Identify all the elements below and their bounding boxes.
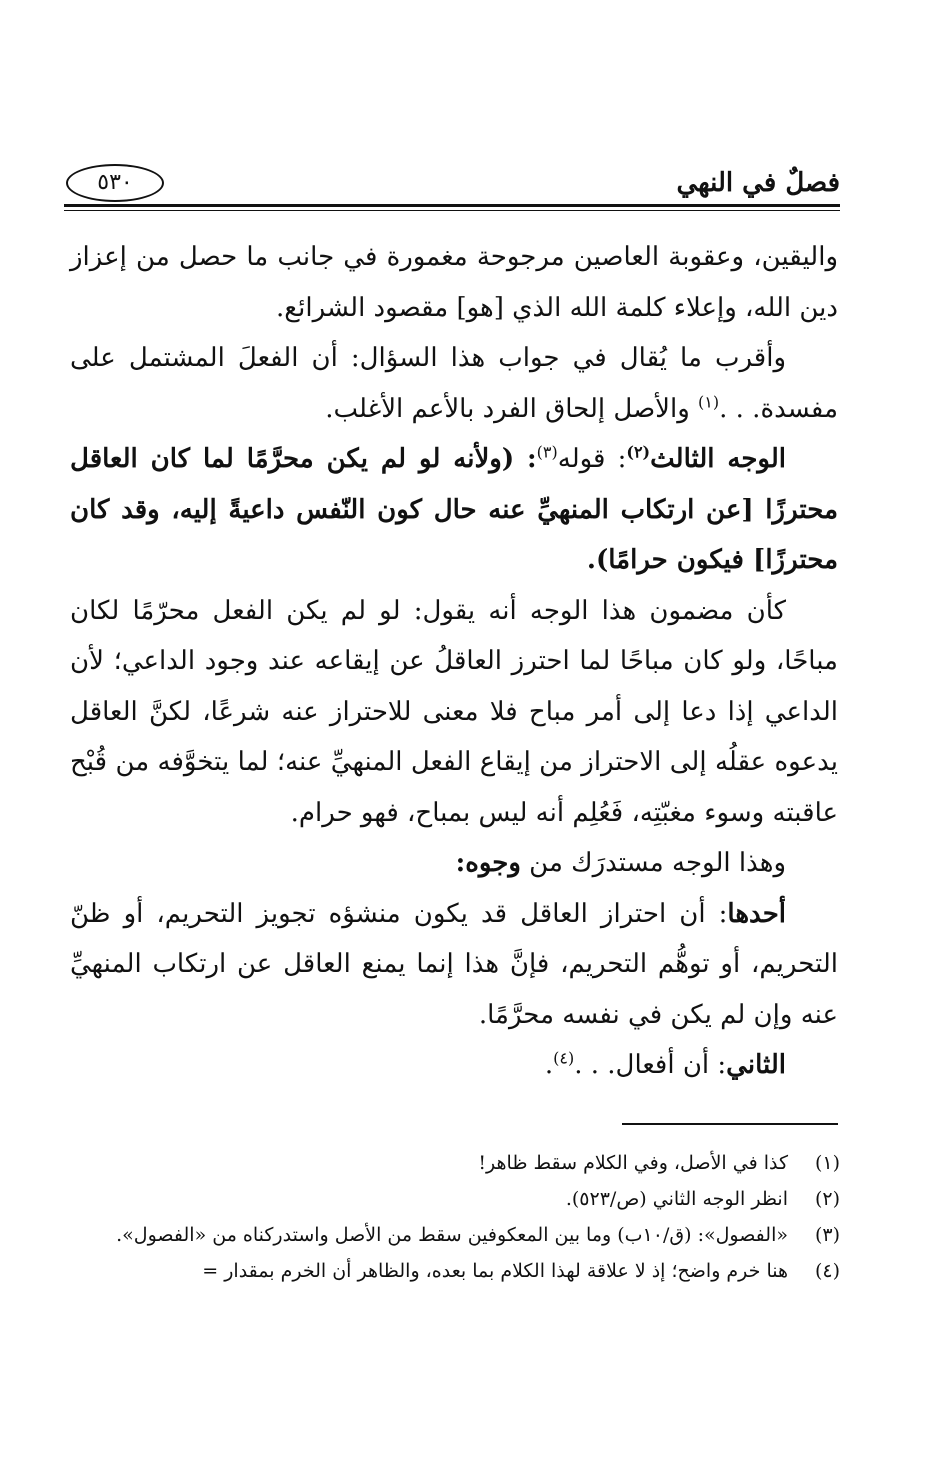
second-point-end: . [544, 1050, 554, 1080]
main-text [70, 232, 838, 1091]
footnote-ref-4: (٤) [553, 1048, 575, 1068]
second-point-text: : أن أفعال. . . [574, 1050, 727, 1080]
footnote-2 [64, 1181, 840, 1217]
paragraph-7 [70, 1040, 838, 1091]
running-header [64, 160, 840, 208]
footnote-number: (٤) [814, 1260, 840, 1282]
footnote-3 [64, 1217, 840, 1253]
footnote-1 [64, 1145, 840, 1181]
second-point-heading: الثاني [726, 1050, 786, 1080]
footnotes [64, 1145, 840, 1289]
quoted-text: : (ولأنه لو لم يكن محرَّمًا لما كان العاقل محترزًا [عن ارتكاب المنهيِّ عنه حال كون النّفس داعيةً إليه، وقد كان محترزًا] فيكون حرامًا). [70, 444, 838, 575]
footnote-ref-3: (٣) [536, 442, 558, 462]
footnote-text: «الفصول»: (ق/١٠ب) وما بين المعكوفين سقط من الأصل واستدركناه من «الفصول». [116, 1224, 788, 1246]
paragraph-2-text-end: والأصل إلحاق الفرد بالأعم الأغلب. [325, 393, 699, 424]
footnote-ref-2: (٢) [626, 442, 651, 462]
paragraph-6 [70, 889, 838, 1041]
first-point-heading: أحدها [727, 898, 786, 929]
section-heading-third-aspect: الوجه الثالث [650, 444, 786, 474]
paragraph-5 [70, 838, 838, 889]
footnote-text: انظر الوجه الثاني (ص/٥٢٣). [565, 1188, 788, 1210]
paragraph-2-text: وأقرب ما يُقال في جواب هذا السؤال: أن الفعلَ المشتمل على مفسدة. . . [70, 343, 838, 424]
footnote-4 [64, 1253, 840, 1289]
page-number: ٥٣٠ [66, 164, 164, 202]
header-rule-thin [64, 210, 840, 211]
paragraph-1: واليقين، وعقوبة العاصين مرجوحة مغمورة في جانب ما حصل من إعزاز دين الله، وإعلاء كلمة الله الذي [هو] مقصود الشرائع. [70, 242, 838, 323]
aspects-word: وجوه: [455, 848, 521, 878]
footnote-number: (١) [814, 1152, 840, 1174]
paragraph-5-text: وهذا الوجه مستدرَك من [520, 848, 786, 878]
paragraph-4: كأن مضمون هذا الوجه أنه يقول: لو لم يكن الفعل محرّمًا لكان مباحًا، ولو كان مباحًا لما احترز العاقلُ عن إيقاعه عند وجود الداعي؛ لأن الداعي إذا دعا إلى أمر مباح فلا معنى للاحتراز عنه شرعًا، لكنَّ العاقل يدعوه عقلُه إلى الاحتراز من إيقاع الفعل المنهيِّ عنه؛ لما يتخوَّفه من قُبْح عاقبته وسوء مغبّتِه، فَعُلِم أنه ليس بمباح، فهو حرام. [70, 595, 838, 828]
footnote-number: (٢) [814, 1188, 840, 1210]
footnote-separator [622, 1123, 838, 1125]
quote-intro: : قوله [557, 444, 627, 474]
paragraph-3 [70, 434, 838, 586]
footnote-text: هنا خرم واضح؛ إذ لا علاقة لهذا الكلام بما بعده، والظاهر أن الخرم بمقدار = [202, 1260, 788, 1282]
first-point-text: : أن احتراز العاقل قد يكون منشؤه تجويز التحريم، أو ظنّ التحريم، أو توهُّم التحريم، فإنَّ هذا إنما يمنع العاقل عن ارتكاب المنهيِّ عنه وإن لم يكن في نفسه محرَّمًا. [70, 898, 838, 1030]
footnote-number: (٣) [814, 1224, 840, 1246]
header-title: فصلٌ في النهي [676, 168, 840, 198]
footnote-ref-1: (١) [698, 391, 720, 411]
paragraph-2 [70, 333, 838, 434]
footnote-text: كذا في الأصل، وفي الكلام سقط ظاهر! [478, 1152, 788, 1174]
header-rule [64, 204, 840, 207]
